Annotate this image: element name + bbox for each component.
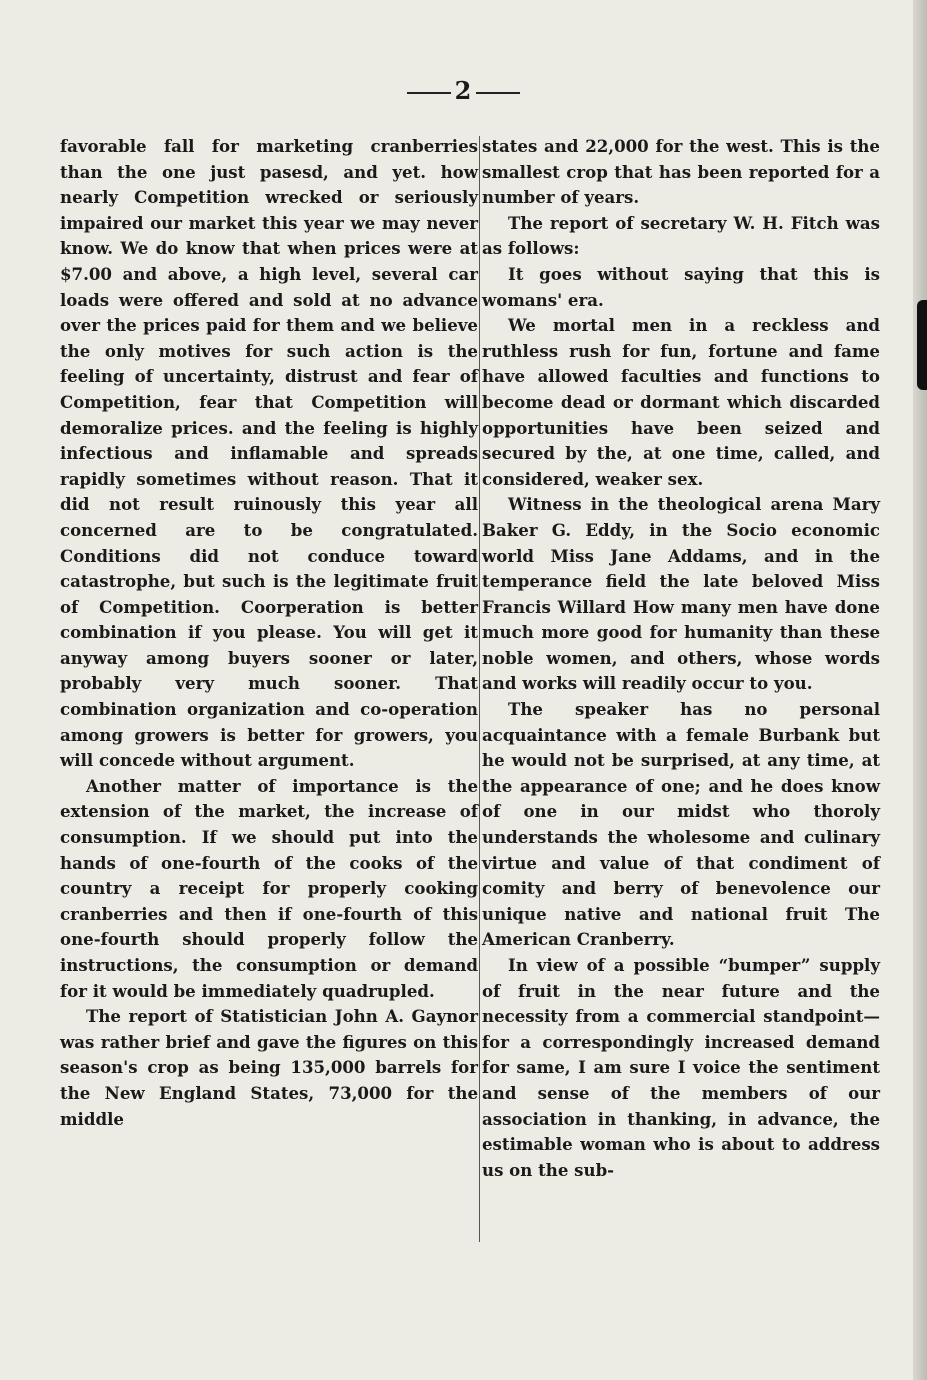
right-column	[482, 134, 880, 1183]
paragraph: In view of a possible “bumper” supply of fruit in the near future and the necessity from a commercial standpoint—for a correspondingly increased demand for same, I am sure I voice the sentiment and sense of the members of our association in thanking, in advance, the estimable woman who is about to address us on the sub-	[482, 955, 880, 1180]
paragraph: The report of secretary W. H. Fitch was as follows:	[482, 212, 880, 259]
page-number	[0, 76, 927, 105]
page-number-dash-right	[476, 92, 520, 94]
paragraph: Another matter of importance is the extension of the market, the increase of consumption. If we should put into the hands of one-fourth of the cooks of the country a receipt for properly cooking cranberries and then if one-fourth of this one-fourth should properly follow the instructions, the consumption or demand for it would be immediately quadrupled.	[60, 775, 478, 1001]
paragraph: It goes without saying that this is womans' era.	[482, 263, 880, 310]
left-column	[60, 134, 478, 1132]
paragraph: Witness in the theological arena Mary Baker G. Eddy, in the Socio economic world Miss Jane Addams, and in the temperance field the late beloved Miss Francis Willard How many men have done much more good for humanity than these noble women, and others, whose words and works will readily occur to you.	[482, 494, 880, 694]
page-number-dash-left	[407, 92, 451, 94]
paragraph: The report of Statistician John A. Gaynor was rather brief and gave the figures on this season's crop as being 135,000 barrels for the New England States, 73,000 for the middle	[60, 1006, 478, 1129]
paragraph: We mortal men in a reckless and ruthless rush for fun, fortune and fame have allowed faculties and functions to become dead or dormant which discarded opportunities have been seized and secured by the, at one time, called, and considered, weaker sex.	[482, 315, 880, 489]
paragraph: states and 22,000 for the west. This is the smallest crop that has been reported for a number of years.	[482, 136, 880, 208]
column-divider	[479, 136, 480, 1242]
binding-clip	[917, 300, 927, 390]
page-number-text: 2	[454, 76, 473, 105]
paragraph: favorable fall for marketing cranberries than the one just pasesd, and yet. how nearly Competition wrecked or seriously impaired our market this year we may never know. We do know that when prices were at $7.00 and above, a high level, several car loads were offered and sold at no advance over the prices paid for them and we believe the only motives for such action is the feeling of uncertainty, distrust and fear of Competition, fear that Competition will demoralize prices. and the feeling is highly infectious and inflamable and spreads rapidly sometimes without reason. That it did not result ruinously this year all concerned are to be congratulated. Conditions did not conduce toward catastrophe, but such is the legitimate fruit of Competition. Coorperation is better combination if you please. You will get it anyway among buyers sooner or later, probably very much sooner. That combination organization and co-operation among growers is better for growers, you will concede without argument.	[60, 136, 478, 771]
paragraph: The speaker has no personal acquaintance with a female Burbank but he would not be surprised, at any time, at the appearance of one; and he does know of one in our midst who thoroly understands the wholesome and culinary virtue and value of that condiment of comity and berry of benevolence our unique native and national fruit The American Cranberry.	[482, 699, 880, 950]
page-edge	[913, 0, 927, 1380]
